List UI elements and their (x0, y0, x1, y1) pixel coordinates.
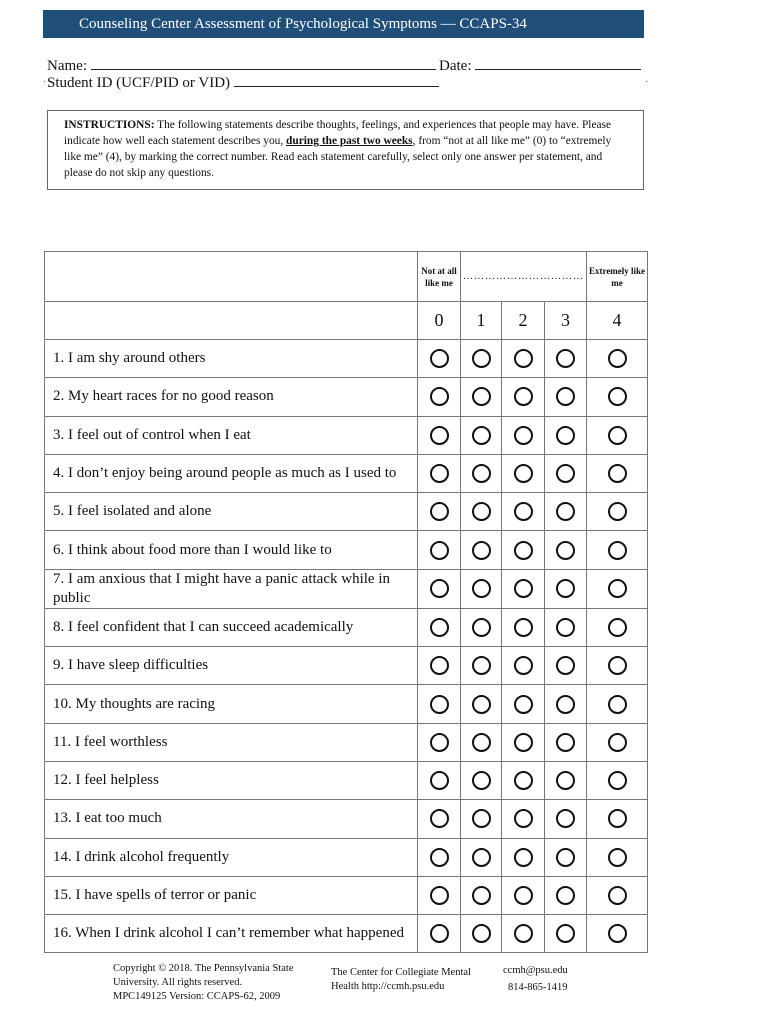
response-cell (418, 685, 461, 723)
response-radio-3[interactable] (556, 656, 575, 675)
scale-high-label: Extremely like me (587, 252, 648, 302)
scale-number-row (45, 302, 648, 340)
response-cell (587, 416, 648, 454)
response-cell (502, 608, 545, 646)
form-title-bar (43, 10, 644, 38)
response-radio-4[interactable] (608, 771, 627, 790)
response-radio-3[interactable] (556, 848, 575, 867)
response-radio-1[interactable] (472, 886, 491, 905)
table-row (45, 876, 648, 914)
response-cell (502, 723, 545, 761)
response-cell (545, 531, 587, 569)
response-radio-4[interactable] (608, 349, 627, 368)
date-field (439, 56, 641, 75)
response-cell (587, 685, 648, 723)
response-cell (502, 416, 545, 454)
response-cell (545, 876, 587, 914)
response-cell (502, 800, 545, 838)
table-row (45, 608, 648, 646)
response-cell (545, 340, 587, 378)
item-statement: 10. My thoughts are racing (45, 685, 418, 723)
response-cell (545, 800, 587, 838)
table-row (45, 685, 648, 723)
response-cell (545, 416, 587, 454)
response-cell (418, 876, 461, 914)
item-statement: 13. I eat too much (45, 800, 418, 838)
response-cell (587, 723, 648, 761)
response-radio-3[interactable] (556, 387, 575, 406)
scale-value-2: 2 (502, 302, 545, 340)
response-radio-3[interactable] (556, 349, 575, 368)
response-cell (587, 761, 648, 799)
response-cell (461, 723, 502, 761)
response-cell (418, 915, 461, 953)
response-radio-1[interactable] (472, 541, 491, 560)
response-radio-4[interactable] (608, 656, 627, 675)
item-statement: 1. I am shy around others (45, 340, 418, 378)
table-row (45, 800, 648, 838)
response-cell (418, 493, 461, 531)
response-cell (502, 569, 545, 608)
response-radio-1[interactable] (472, 656, 491, 675)
scale-label-row (45, 252, 648, 302)
item-statement: 9. I have sleep difficulties (45, 647, 418, 685)
response-radio-1[interactable] (472, 618, 491, 637)
response-cell (545, 569, 587, 608)
response-cell (587, 454, 648, 492)
item-statement: 12. I feel helpless (45, 761, 418, 799)
response-radio-0[interactable] (430, 502, 449, 521)
response-cell (587, 838, 648, 876)
response-radio-4[interactable] (608, 886, 627, 905)
response-radio-3[interactable] (556, 579, 575, 598)
response-cell (587, 569, 648, 608)
footer-phone: 814-865-1419 (508, 982, 568, 993)
response-cell (418, 723, 461, 761)
response-cell (587, 647, 648, 685)
item-statement: 14. I drink alcohol frequently (45, 838, 418, 876)
response-cell (587, 876, 648, 914)
response-radio-0[interactable] (430, 426, 449, 445)
response-radio-2[interactable] (514, 464, 533, 483)
response-radio-0[interactable] (430, 771, 449, 790)
response-cell (461, 531, 502, 569)
response-cell (418, 454, 461, 492)
response-cell (545, 647, 587, 685)
response-cell (461, 876, 502, 914)
response-radio-4[interactable] (608, 387, 627, 406)
response-radio-2[interactable] (514, 886, 533, 905)
response-cell (502, 685, 545, 723)
response-radio-0[interactable] (430, 349, 449, 368)
table-row (45, 915, 648, 953)
response-cell (461, 647, 502, 685)
response-cell (545, 723, 587, 761)
student-id-input-line[interactable] (234, 73, 439, 87)
response-radio-1[interactable] (472, 579, 491, 598)
scale-value-1: 1 (461, 302, 502, 340)
date-input-line[interactable] (475, 56, 641, 70)
response-cell (502, 915, 545, 953)
response-radio-1[interactable] (472, 771, 491, 790)
response-radio-2[interactable] (514, 695, 533, 714)
response-radio-0[interactable] (430, 886, 449, 905)
footer-center: The Center for Collegiate Mental Health http://ccmh.psu.edu (331, 967, 471, 992)
response-radio-1[interactable] (472, 464, 491, 483)
table-row (45, 340, 648, 378)
response-cell (502, 531, 545, 569)
response-radio-2[interactable] (514, 809, 533, 828)
instructions-emphasis: during the past two weeks (286, 135, 413, 147)
response-radio-0[interactable] (430, 924, 449, 943)
response-radio-3[interactable] (556, 502, 575, 521)
response-cell (502, 647, 545, 685)
response-cell (545, 608, 587, 646)
response-cell (418, 569, 461, 608)
response-radio-1[interactable] (472, 426, 491, 445)
response-radio-1[interactable] (472, 733, 491, 752)
response-cell (545, 915, 587, 953)
response-radio-3[interactable] (556, 464, 575, 483)
table-row (45, 493, 648, 531)
response-cell (587, 800, 648, 838)
response-cell (545, 378, 587, 416)
number-blank-cell (45, 302, 418, 340)
response-radio-4[interactable] (608, 848, 627, 867)
response-radio-4[interactable] (608, 924, 627, 943)
instructions-text-1: The following statements describe thoughts, feelings, and experiences that people may have. Please indicate how well each statement describes you, (64, 119, 612, 147)
response-radio-4[interactable] (608, 464, 627, 483)
response-radio-1[interactable] (472, 349, 491, 368)
header-blank-cell (45, 252, 418, 302)
form-title: Counseling Center Assessment of Psychological Symptoms — CCAPS-34 (79, 16, 527, 32)
response-cell (418, 838, 461, 876)
item-statement: 5. I feel isolated and alone (45, 493, 418, 531)
response-radio-4[interactable] (608, 733, 627, 752)
response-radio-1[interactable] (472, 502, 491, 521)
response-radio-4[interactable] (608, 426, 627, 445)
item-statement: 7. I am anxious that I might have a panic attack while in public (45, 569, 418, 608)
response-cell (502, 838, 545, 876)
response-radio-2[interactable] (514, 618, 533, 637)
response-radio-2[interactable] (514, 579, 533, 598)
footer-copyright: Copyright © 2018. The Pennsylvania State University. All rights reserved. MPC149125 Version: CCAPS-62, 2009 (113, 963, 294, 1002)
ccaps-item-table (44, 251, 648, 953)
response-cell (502, 378, 545, 416)
response-cell (418, 531, 461, 569)
item-statement: 11. I feel worthless (45, 723, 418, 761)
response-radio-0[interactable] (430, 809, 449, 828)
response-cell (418, 378, 461, 416)
response-radio-4[interactable] (608, 695, 627, 714)
response-radio-0[interactable] (430, 656, 449, 675)
scale-dots: …………………………… (461, 252, 587, 302)
response-cell (461, 493, 502, 531)
response-radio-4[interactable] (608, 541, 627, 560)
response-cell (461, 340, 502, 378)
response-cell (587, 531, 648, 569)
response-radio-1[interactable] (472, 924, 491, 943)
response-radio-3[interactable] (556, 771, 575, 790)
response-radio-0[interactable] (430, 541, 449, 560)
instructions-lead: INSTRUCTIONS: (64, 119, 155, 131)
response-cell (502, 454, 545, 492)
response-cell (502, 761, 545, 799)
date-label: Date: (439, 58, 472, 74)
response-radio-2[interactable] (514, 848, 533, 867)
response-radio-2[interactable] (514, 349, 533, 368)
response-cell (461, 685, 502, 723)
response-cell (418, 608, 461, 646)
response-cell (418, 800, 461, 838)
response-radio-3[interactable] (556, 695, 575, 714)
response-cell (461, 454, 502, 492)
item-statement: 15. I have spells of terror or panic (45, 876, 418, 914)
student-id-field (47, 73, 439, 92)
response-radio-3[interactable] (556, 618, 575, 637)
response-radio-1[interactable] (472, 848, 491, 867)
response-cell (502, 340, 545, 378)
instructions-box (47, 110, 644, 190)
response-radio-0[interactable] (430, 579, 449, 598)
response-radio-4[interactable] (608, 618, 627, 637)
response-cell (461, 569, 502, 608)
response-cell (461, 761, 502, 799)
response-radio-0[interactable] (430, 733, 449, 752)
response-cell (545, 761, 587, 799)
response-cell (545, 454, 587, 492)
response-radio-4[interactable] (608, 579, 627, 598)
response-radio-3[interactable] (556, 733, 575, 752)
response-radio-3[interactable] (556, 924, 575, 943)
response-radio-1[interactable] (472, 387, 491, 406)
scale-value-4: 4 (587, 302, 648, 340)
response-cell (461, 800, 502, 838)
response-cell (545, 838, 587, 876)
table-row (45, 761, 648, 799)
response-cell (461, 416, 502, 454)
response-cell (418, 761, 461, 799)
response-radio-0[interactable] (430, 848, 449, 867)
item-statement: 4. I don’t enjoy being around people as much as I used to (45, 454, 418, 492)
response-cell (461, 378, 502, 416)
scale-value-3: 3 (545, 302, 587, 340)
item-statement: 2. My heart races for no good reason (45, 378, 418, 416)
table-row (45, 838, 648, 876)
response-cell (587, 915, 648, 953)
response-radio-2[interactable] (514, 924, 533, 943)
response-cell (418, 647, 461, 685)
name-label: Name: (47, 58, 87, 74)
response-cell (545, 685, 587, 723)
student-id-label: Student ID (UCF/PID or VID) (47, 75, 231, 91)
response-radio-3[interactable] (556, 541, 575, 560)
scale-value-0: 0 (418, 302, 461, 340)
response-cell (461, 608, 502, 646)
response-radio-2[interactable] (514, 733, 533, 752)
item-statement: 3. I feel out of control when I eat (45, 416, 418, 454)
response-cell (418, 416, 461, 454)
item-statement: 16. When I drink alcohol I can’t remember what happened (45, 915, 418, 953)
response-radio-1[interactable] (472, 809, 491, 828)
response-radio-2[interactable] (514, 656, 533, 675)
table-row (45, 454, 648, 492)
table-row (45, 723, 648, 761)
item-statement: 8. I feel confident that I can succeed academically (45, 608, 418, 646)
response-cell (587, 493, 648, 531)
response-radio-4[interactable] (608, 809, 627, 828)
response-radio-4[interactable] (608, 502, 627, 521)
response-radio-3[interactable] (556, 426, 575, 445)
item-statement: 6. I think about food more than I would like to (45, 531, 418, 569)
response-cell (587, 340, 648, 378)
response-cell (502, 876, 545, 914)
table-row (45, 647, 648, 685)
response-cell (502, 493, 545, 531)
margin-dot-right: · (645, 77, 649, 88)
instructions-text-2: , from “not at all like me” (0) to “extremely like me” (4), by marking the correct number. Read each statement carefully, select only one answer per statement, and please do not skip any questions. (64, 135, 612, 179)
response-radio-2[interactable] (514, 426, 533, 445)
margin-dot-left: · (43, 77, 47, 88)
response-radio-2[interactable] (514, 541, 533, 560)
table-row (45, 531, 648, 569)
name-input-line[interactable] (91, 56, 436, 70)
table-row (45, 569, 648, 608)
response-radio-2[interactable] (514, 387, 533, 406)
response-radio-3[interactable] (556, 886, 575, 905)
table-row (45, 378, 648, 416)
response-cell (461, 838, 502, 876)
response-radio-0[interactable] (430, 387, 449, 406)
response-cell (587, 608, 648, 646)
response-cell (418, 340, 461, 378)
response-radio-3[interactable] (556, 809, 575, 828)
scale-low-label: Not at all like me (418, 252, 461, 302)
response-radio-0[interactable] (430, 464, 449, 483)
response-radio-2[interactable] (514, 502, 533, 521)
response-radio-0[interactable] (430, 618, 449, 637)
response-cell (545, 493, 587, 531)
response-radio-2[interactable] (514, 771, 533, 790)
table-row (45, 416, 648, 454)
footer-email: ccmh@psu.edu (503, 965, 568, 976)
response-radio-1[interactable] (472, 695, 491, 714)
response-cell (587, 378, 648, 416)
response-radio-0[interactable] (430, 695, 449, 714)
response-cell (461, 915, 502, 953)
